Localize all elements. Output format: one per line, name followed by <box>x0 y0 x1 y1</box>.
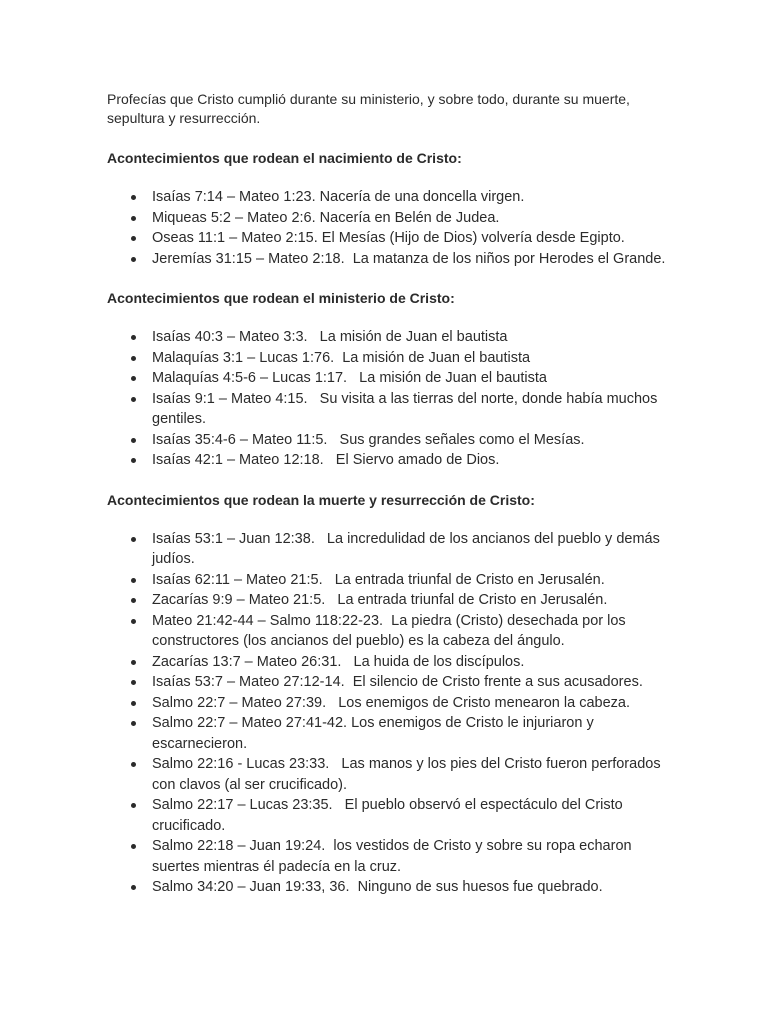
list-item: Salmo 34:20 – Juan 19:33, 36. Ninguno de sus huesos fue quebrado. <box>107 877 667 898</box>
list-item: Miqueas 5:2 – Mateo 2:6. Nacería en Belén de Judea. <box>107 208 667 229</box>
list-item: Oseas 11:1 – Mateo 2:15. El Mesías (Hijo de Dios) volvería desde Egipto. <box>107 228 667 249</box>
list-item: Zacarías 13:7 – Mateo 26:31. La huida de los discípulos. <box>107 652 667 673</box>
list-item: Mateo 21:42-44 – Salmo 118:22-23. La piedra (Cristo) desechada por los constructores (los ancianos del pueblo) es la cabeza del ángulo. <box>107 611 667 652</box>
list-item: Isaías 35:4-6 – Mateo 11:5. Sus grandes señales como el Mesías. <box>107 430 667 451</box>
list-ministerio <box>107 327 667 471</box>
list-item: Zacarías 9:9 – Mateo 21:5. La entrada triunfal de Cristo en Jerusalén. <box>107 590 667 611</box>
section-heading-muerte-resurreccion: Acontecimientos que rodean la muerte y resurrección de Cristo: <box>107 491 535 508</box>
list-muerte-resurreccion <box>107 529 667 898</box>
list-item: Isaías 53:7 – Mateo 27:12-14. El silencio de Cristo frente a sus acusadores. <box>107 672 667 693</box>
list-item: Isaías 40:3 – Mateo 3:3. La misión de Juan el bautista <box>107 327 667 348</box>
list-item: Salmo 22:17 – Lucas 23:35. El pueblo observó el espectáculo del Cristo crucificado. <box>107 795 667 836</box>
list-item: Isaías 9:1 – Mateo 4:15. Su visita a las tierras del norte, donde había muchos gentiles. <box>107 389 667 430</box>
list-item: Salmo 22:16 - Lucas 23:33. Las manos y los pies del Cristo fueron perforados con clavos (al ser crucificado). <box>107 754 667 795</box>
section-heading-nacimiento: Acontecimientos que rodean el nacimiento de Cristo: <box>107 150 462 166</box>
list-item: Isaías 42:1 – Mateo 12:18. El Siervo amado de Dios. <box>107 450 667 471</box>
list-item: Jeremías 31:15 – Mateo 2:18. La matanza de los niños por Herodes el Grande. <box>107 249 667 270</box>
list-item: Malaquías 3:1 – Lucas 1:76. La misión de Juan el bautista <box>107 348 667 369</box>
list-item: Isaías 62:11 – Mateo 21:5. La entrada triunfal de Cristo en Jerusalén. <box>107 570 667 591</box>
list-item: Isaías 53:1 – Juan 12:38. La incredulidad de los ancianos del pueblo y demás judíos. <box>107 529 667 570</box>
list-item: Malaquías 4:5-6 – Lucas 1:17. La misión de Juan el bautista <box>107 368 667 389</box>
intro-paragraph: Profecías que Cristo cumplió durante su ministerio, y sobre todo, durante su muerte, sepultura y resurrección. <box>107 91 630 126</box>
list-item: Salmo 22:7 – Mateo 27:41-42. Los enemigos de Cristo le injuriaron y escarnecieron. <box>107 713 667 754</box>
list-nacimiento <box>107 187 667 269</box>
document-page <box>107 90 667 898</box>
list-item: Salmo 22:7 – Mateo 27:39. Los enemigos de Cristo menearon la cabeza. <box>107 693 667 714</box>
section-heading-ministerio: Acontecimientos que rodean el ministerio de Cristo: <box>107 290 455 306</box>
list-item: Salmo 22:18 – Juan 19:24. los vestidos de Cristo y sobre su ropa echaron suertes mientras él padecía en la cruz. <box>107 836 667 877</box>
list-item: Isaías 7:14 – Mateo 1:23. Nacería de una doncella virgen. <box>107 187 667 208</box>
